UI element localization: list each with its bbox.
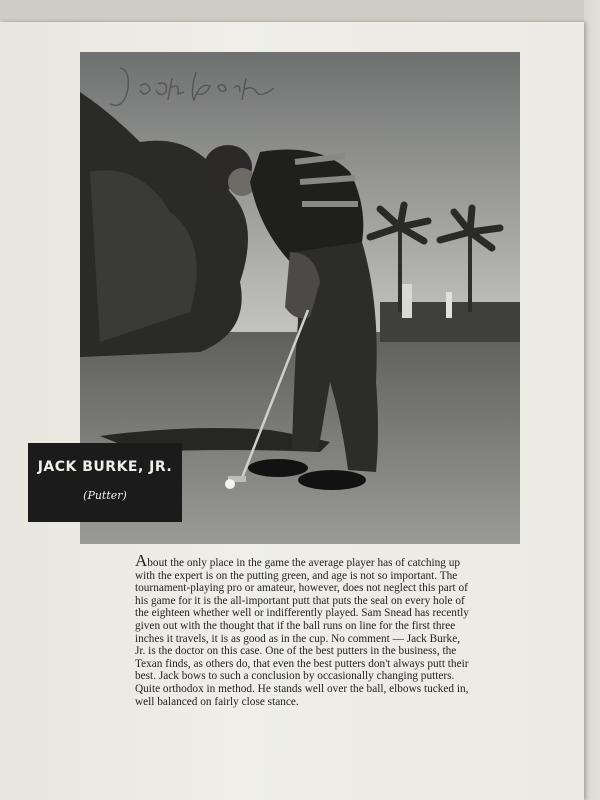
page-edge — [584, 0, 600, 800]
article-text: About the only place in the game the average player has of catching up with the expert is on the putting green, and age is not so important. The tournament-playing pro or amateur, however, does not neglect this part of his game for it is the all-important putt that puts the seal on every hole of the eighteen whether well or indifferently played. Sam Snead has recently given out with the thought that if the ball runs on line for the first three inches it travels, it is as good as in the cup. No comment — Jack Burke, Jr. is the doctor on this case. One of the best putters in the business, the Texan finds, as others do, that even the best putters don't always putt their best. Jack bows to such a conclusion by occasionally changing putters. Quite orthodox in method. He stands well over the ball, elbows tucked in, well balanced on fairly close stance. — [135, 551, 469, 708]
golfer-subtitle: (Putter) — [83, 489, 127, 502]
name-label-box — [28, 443, 182, 522]
autograph-signature — [100, 58, 280, 118]
golfer-name: JACK BURKE, JR. — [37, 459, 173, 475]
